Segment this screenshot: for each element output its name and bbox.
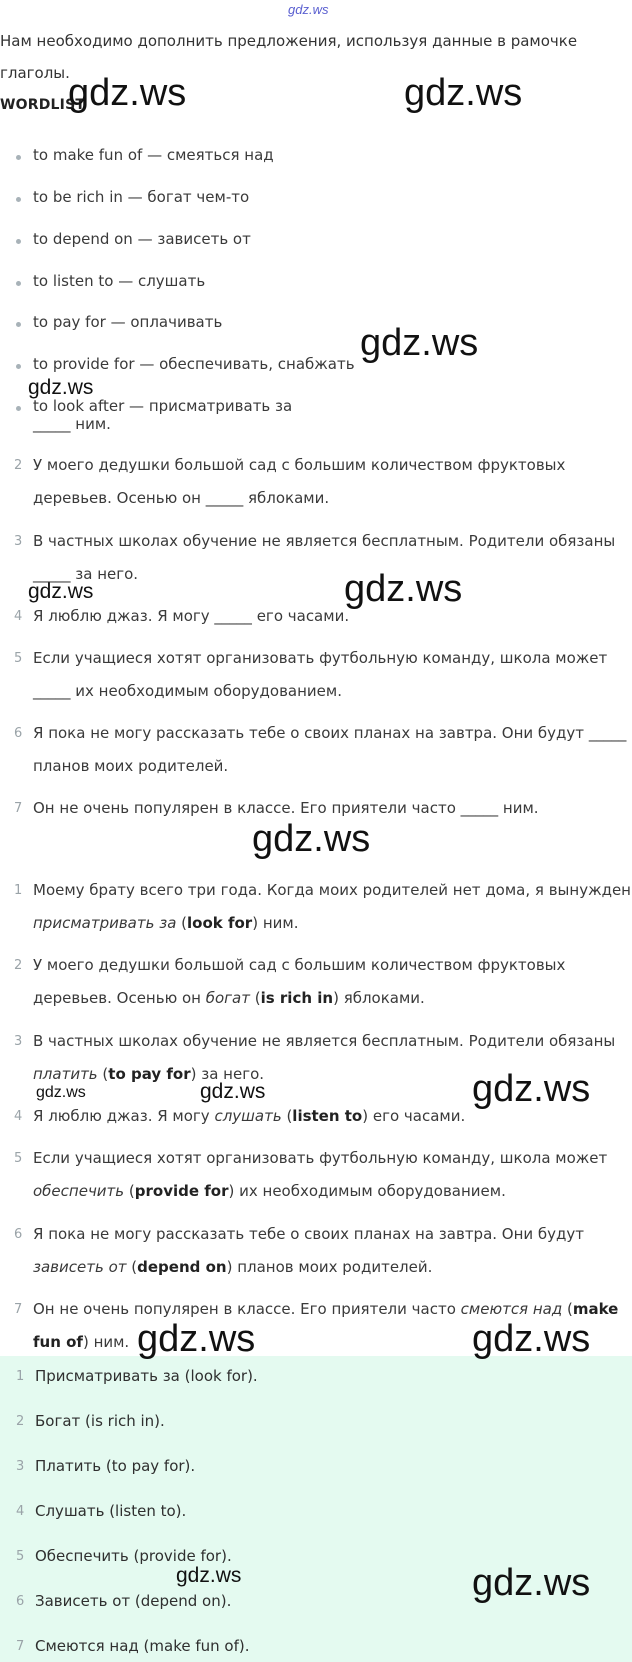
wordlist-item: to provide for — обеспечивать, снабжать — [33, 355, 355, 373]
item-number: 5 — [16, 1549, 25, 1564]
item-number: 3 — [14, 1034, 23, 1049]
summary-item: Зависеть от (depend on). — [35, 1592, 232, 1610]
watermark: gdz.ws — [200, 1080, 266, 1103]
watermark: gdz.ws — [472, 1318, 591, 1360]
watermark: gdz.ws — [472, 1562, 591, 1604]
watermark: gdz.ws — [137, 1318, 256, 1360]
answer-line: У моего дедушки большой сад с большим количеством фруктовых — [33, 956, 566, 974]
watermark: gdz.ws — [28, 376, 94, 399]
wordlist-heading: WORDLIST — [0, 97, 86, 113]
item-number: 4 — [14, 609, 23, 624]
answer-word: слушать — [214, 1107, 282, 1125]
answer-line: Я люблю джаз. Я могу слушать (listen to) его часами. — [33, 1107, 466, 1125]
item-number: 2 — [16, 1414, 25, 1429]
exercise-line: планов моих родителей. — [33, 757, 229, 775]
watermark: gdz.ws — [344, 568, 463, 610]
answer-verb: fun of — [33, 1333, 83, 1351]
item-number: 2 — [14, 458, 23, 473]
item-number: 3 — [16, 1459, 25, 1474]
exercise-line: _____ их необходимым оборудованием. — [33, 682, 342, 700]
answer-line: Если учащиеся хотят организовать футбольную команду, школа может — [33, 1149, 608, 1167]
wordlist-item: to be rich in — богат чем-то — [33, 188, 250, 206]
summary-item: Слушать (listen to). — [35, 1502, 187, 1520]
answer-line: В частных школах обучение не является бесплатным. Родители обязаны — [33, 1032, 616, 1050]
watermark: gdz.ws — [68, 72, 187, 114]
item-number: 4 — [16, 1504, 25, 1519]
answer-verb: depend on — [137, 1258, 227, 1276]
answer-verb: look for — [187, 914, 253, 932]
item-number: 1 — [16, 1369, 25, 1384]
answer-line: зависеть от (depend on) планов моих родителей. — [33, 1258, 433, 1276]
exercise-line: Я пока не могу рассказать тебе о своих планах на завтра. Они будут _____ — [33, 724, 627, 742]
answer-tail: за него. — [201, 1065, 265, 1083]
watermark: gdz.ws — [176, 1564, 242, 1587]
exercise-line: _____ за него. — [33, 565, 139, 583]
exercise-line: В частных школах обучение не является бесплатным. Родители обязаны — [33, 532, 616, 550]
item-number: 6 — [14, 726, 23, 741]
summary-item: Платить (to pay for). — [35, 1457, 196, 1475]
answer-word: зависеть от — [33, 1258, 127, 1276]
answer-tail: планов моих родителей. — [237, 1258, 433, 1276]
bullet-icon — [16, 406, 21, 411]
watermark: gdz.ws — [472, 1068, 591, 1110]
watermark: gdz.ws — [252, 818, 371, 860]
bullet-icon — [16, 322, 21, 327]
exercise-item-1-tail: _____ ним. — [33, 415, 111, 433]
bullet-icon — [16, 281, 21, 286]
answer-tail: ним. — [93, 1333, 130, 1351]
top-watermark: gdz.ws — [288, 2, 329, 17]
answer-word: обеспечить — [33, 1182, 125, 1200]
answer-word: присматривать за — [33, 914, 177, 932]
answer-word: богат — [205, 989, 250, 1007]
wordlist-item: to listen to — слушать — [33, 272, 206, 290]
wordlist-item: to make fun of — смеяться над — [33, 146, 274, 164]
exercise-line: Если учащиеся хотят организовать футбольную команду, школа может — [33, 649, 608, 667]
watermark: gdz.ws — [404, 72, 523, 114]
answer-line: деревьев. Осенью он богат (is rich in) яблоками. — [33, 989, 425, 1007]
answer-lead: деревьев. Осенью он — [33, 989, 201, 1007]
exercise-line: У моего дедушки большой сад с большим количеством фруктовых — [33, 456, 566, 474]
summary-item: Богат (is rich in). — [35, 1412, 165, 1430]
answer-line: Он не очень популярен в классе. Его приятели часто смеются над (make — [33, 1300, 619, 1318]
exercise-line: Он не очень популярен в классе. Его приятели часто _____ ним. — [33, 799, 539, 817]
bullet-icon — [16, 239, 21, 244]
exercise-line: деревьев. Осенью он _____ яблоками. — [33, 489, 330, 507]
answer-tail: ним. — [262, 914, 299, 932]
wordlist-item: to pay for — оплачивать — [33, 313, 223, 331]
exercise-line: Я люблю джаз. Я могу _____ его часами. — [33, 607, 350, 625]
watermark: gdz.ws — [36, 1084, 86, 1101]
wordlist-item: to look after — присматривать за — [33, 397, 293, 415]
answer-line: Я пока не могу рассказать тебе о своих планах на завтра. Они будут — [33, 1225, 585, 1243]
item-number: 2 — [14, 958, 23, 973]
summary-item: Присматривать за (look for). — [35, 1367, 258, 1385]
item-number: 7 — [16, 1639, 25, 1654]
summary-item: Смеются над (make fun of). — [35, 1637, 250, 1655]
answer-tail: его часами. — [372, 1107, 466, 1125]
answer-tail: яблоками. — [343, 989, 425, 1007]
item-number: 5 — [14, 1151, 23, 1166]
item-number: 6 — [14, 1227, 23, 1242]
answer-line: платить (to pay for) за него. — [33, 1065, 265, 1083]
answer-word: платить — [33, 1065, 98, 1083]
item-number: 1 — [14, 883, 23, 898]
answer-verb: provide for — [134, 1182, 229, 1200]
watermark: gdz.ws — [28, 580, 94, 603]
answer-verb: to pay for — [108, 1065, 191, 1083]
bullet-icon — [16, 155, 21, 160]
answer-verb: listen to — [292, 1107, 363, 1125]
item-number: 6 — [16, 1594, 25, 1609]
wordlist-item: to depend on — зависеть от — [33, 230, 251, 248]
bullet-icon — [16, 364, 21, 369]
answer-lead: Я люблю джаз. Я могу — [33, 1107, 210, 1125]
summary-panel — [0, 1356, 632, 1662]
answer-line: fun of) ним. — [33, 1333, 130, 1351]
item-number: 5 — [14, 651, 23, 666]
intro-line-2: глаголы. — [0, 64, 70, 82]
item-number: 7 — [14, 1302, 23, 1317]
answer-line: обеспечить (provide for) их необходимым оборудованием. — [33, 1182, 506, 1200]
answer-word: смеются над — [460, 1300, 563, 1318]
item-number: 3 — [14, 534, 23, 549]
item-number: 7 — [14, 801, 23, 816]
answer-line: присматривать за (look for) ним. — [33, 914, 299, 932]
answer-lead: Он не очень популярен в классе. Его приятели часто — [33, 1300, 456, 1318]
item-number: 4 — [14, 1109, 23, 1124]
watermark: gdz.ws — [360, 322, 479, 364]
answer-verb: is rich in — [260, 989, 334, 1007]
summary-item: Обеспечить (provide for). — [35, 1547, 232, 1565]
intro-line-1: Нам необходимо дополнить предложения, используя данные в рамочке — [0, 32, 578, 50]
answer-tail: их необходимым оборудованием. — [239, 1182, 506, 1200]
answer-verb: make — [572, 1300, 619, 1318]
answer-line: Моему брату всего три года. Когда моих родителей нет дома, я вынужден — [33, 881, 631, 899]
bullet-icon — [16, 197, 21, 202]
